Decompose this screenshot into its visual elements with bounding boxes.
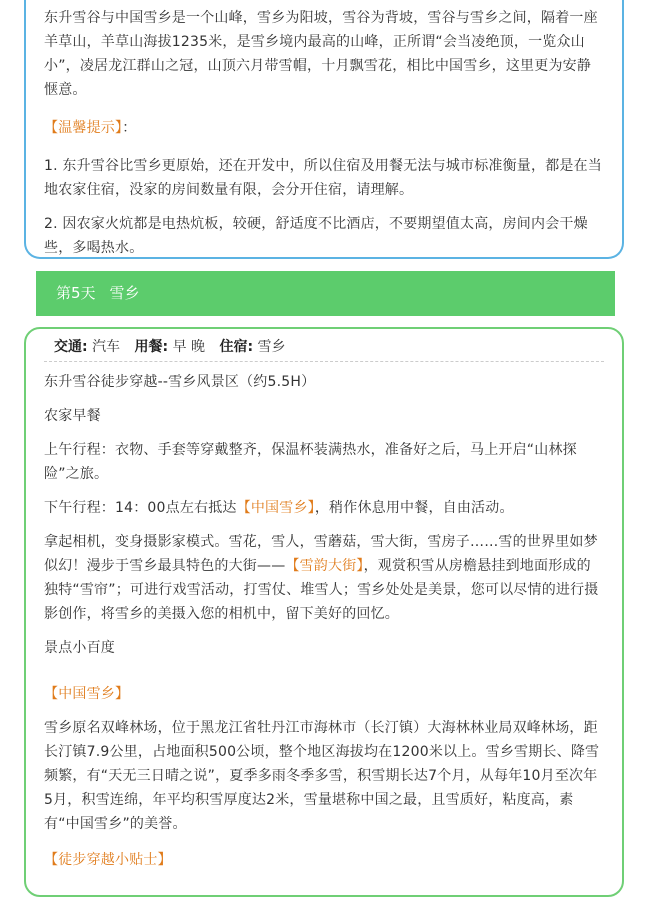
- snow-town-description: 雪乡原名双峰林场，位于黑龙江省牡丹江市海林市（长汀镇）大海林林业局双峰林场，距长汀镇7.9公里，占地面积500公顷，整个地区海拔均在1200米以上。雪乡雪期长、降雪频繁，有“天无三日晴之说”，夏季多雨冬季多雪，积雪期长达7个月，从每年10月至次年5月，积雪连绵，年平均积雪厚度达2米，雪量堪称中国之最，且雪质好，粘度高，素有“中国雪乡”的美誉。: [44, 720, 600, 832]
- day-title: 雪乡: [109, 284, 140, 302]
- china-snow-town-link[interactable]: 【中国雪乡】: [236, 500, 315, 516]
- photo-text-pre: 拿起相机，变身摄影家模式。雪花，雪人，雪蘑菇，雪大街，雪房子……雪的世界里如梦似幻！漫步于雪乡最具特色的大街——: [44, 534, 598, 574]
- morning-itinerary: 上午行程：衣物、手套等穿戴整齐，保温杯装满热水，准备好之后，马上开启“山林探险”之旅。: [44, 442, 577, 482]
- tips-colon: ：: [122, 120, 137, 136]
- photo-text-post: ，观赏积雪从房檐悬挂到地面形成的独特“雪帘”；可进行戏雪活动，打雪仗、堆雪人；雪乡处处是美景，您可以尽情的进行摄影创作，将雪乡的美摄入您的相机中，留下美好的回忆。: [44, 558, 599, 622]
- attraction-baike-label: 景点小百度: [44, 640, 115, 656]
- afternoon-text-pre: 下午行程：14：00点左右抵达: [44, 500, 237, 516]
- snow-valley-intro: 东升雪谷与中国雪乡是一个山峰，雪乡为阳坡，雪谷为背坡，雪谷与雪乡之间，隔着一座羊草山，羊草山海拔1235米，是雪乡境内最高的山峰，正所谓“会当凌绝顶，一览众山小”，凌居龙江群山之冠，山顶六月带雪帽，十月飘雪花，相比中国雪乡，这里更为安静惬意。: [44, 10, 598, 98]
- photography-paragraph: [44, 530, 604, 626]
- meal-label: 用餐:: [134, 339, 169, 355]
- tip-item-2: 2. 因农家火炕都是电热炕板，较硬，舒适度不比酒店，不要期望值太高，房间内会干燥些，多喝热水。: [44, 216, 588, 256]
- hiking-tips-heading: 【徒步穿越小贴士】: [44, 852, 172, 868]
- snow-street-link[interactable]: 【雪韵大街】: [285, 558, 364, 574]
- day-number: 第5天: [56, 284, 96, 302]
- transport-label: 交通:: [54, 339, 88, 355]
- stay-value: 雪乡: [257, 339, 286, 355]
- afternoon-text-post: ，稍作休息用中餐，自由活动。: [314, 500, 514, 516]
- day-content-box: [24, 327, 624, 897]
- meal-value: 早 晚: [172, 339, 206, 355]
- china-snow-town-heading: 【中国雪乡】: [44, 686, 130, 702]
- previous-day-content-box: [24, 0, 624, 259]
- day-meta-row: [44, 335, 604, 362]
- route-line: 东升雪谷徒步穿越--雪乡风景区（约5.5H）: [44, 374, 316, 390]
- breakfast-line: 农家早餐: [44, 408, 101, 424]
- transport-value: 汽车: [92, 339, 121, 355]
- day-banner: [36, 271, 615, 316]
- tips-heading: [44, 116, 604, 140]
- tips-title: 【温馨提示】: [44, 120, 123, 136]
- stay-label: 住宿:: [219, 339, 254, 355]
- afternoon-itinerary: [44, 496, 604, 520]
- tip-item-1: 1. 东升雪谷比雪乡更原始，还在开发中，所以住宿及用餐无法与城市标准衡量，都是在当地农家住宿，没家的房间数量有限，会分开住宿，请理解。: [44, 158, 603, 198]
